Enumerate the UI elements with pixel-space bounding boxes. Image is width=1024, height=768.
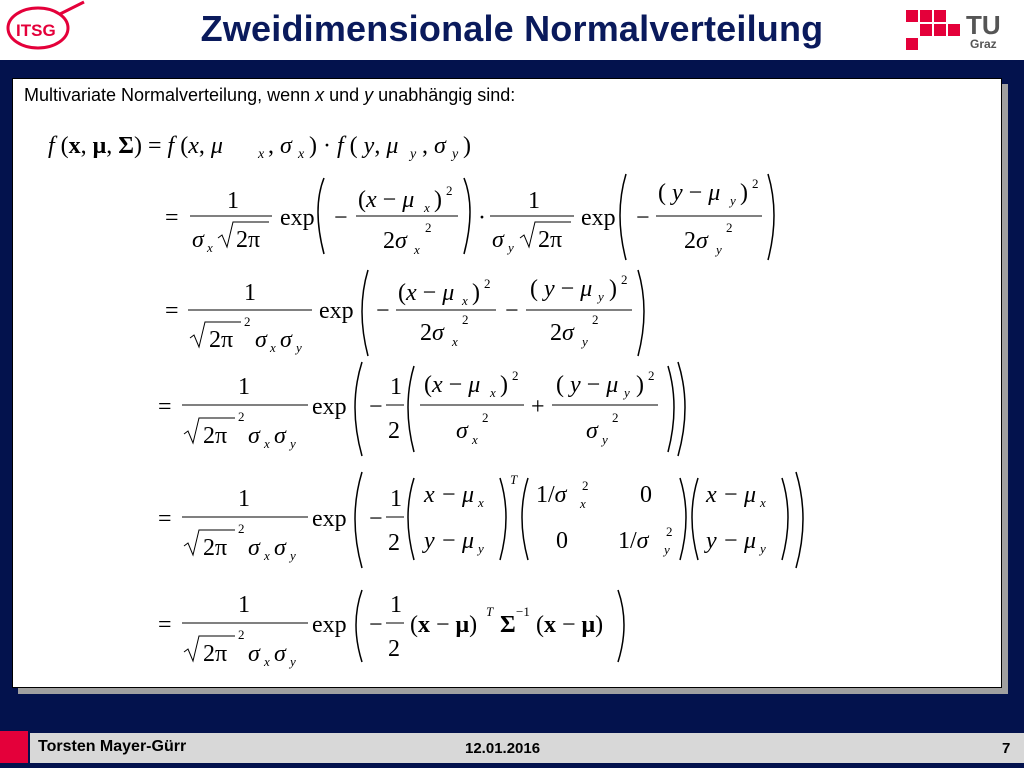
svg-text:2σ: 2σ [684,228,708,254]
svg-text:2σ: 2σ [383,228,407,254]
svg-text:2π: 2π [203,641,228,667]
svg-text:σ: σ [274,535,286,561]
svg-text:y: y [716,242,722,257]
svg-text:x: x [580,496,586,511]
svg-text:): ) [434,187,442,213]
svg-text:σ: σ [248,641,260,667]
svg-text:σ: σ [274,423,286,449]
svg-text:y: y [760,541,766,556]
svg-text:x: x [490,385,496,400]
svg-text:y: y [598,289,604,304]
svg-text:): ) [463,133,471,159]
svg-text:1: 1 [238,486,250,512]
svg-text:x: x [452,334,458,349]
svg-text:−: − [505,298,519,324]
svg-text:2: 2 [238,409,245,424]
svg-text:y: y [290,654,296,669]
tu-logo-text: TU [966,10,1001,40]
svg-text:2π: 2π [236,227,261,253]
svg-text:, σ: , σ [422,133,446,159]
formula-line-4 [158,472,803,568]
svg-text:): ) [472,280,480,306]
svg-text:Σ: Σ [500,612,516,638]
svg-text:0: 0 [556,528,568,554]
page-number: 7 [1002,740,1011,757]
svg-text:) · f ( y, μ: ) · f ( y, μ [309,133,399,159]
svg-text:( y − μ: ( y − μ [556,372,619,398]
svg-text:μ: μ [462,482,475,508]
svg-text:=: = [158,506,172,532]
svg-text:y: y [290,436,296,451]
svg-text:−: − [334,205,348,231]
svg-text:·: · [478,205,486,231]
svg-text:−: − [369,612,383,638]
svg-text:x: x [264,436,270,451]
svg-text:x: x [462,293,468,308]
svg-text:−: − [442,482,456,508]
svg-text:σ: σ [255,327,267,353]
svg-text:y: y [602,432,608,447]
svg-text:2π: 2π [203,423,228,449]
svg-text:): ) [500,372,508,398]
svg-text:2: 2 [388,530,400,556]
itsg-logo-text: ITSG [16,21,56,40]
svg-text:x: x [264,548,270,563]
svg-text:y: y [296,340,302,355]
svg-text:−: − [376,298,390,324]
svg-text:2: 2 [482,410,489,425]
svg-text:−: − [636,205,650,231]
page-title: Zweidimensionale Normalverteilung [200,8,824,49]
svg-text:2: 2 [244,314,251,329]
svg-text:(x − μ: (x − μ [424,372,481,398]
svg-text:x: x [424,200,430,215]
svg-text:−: − [442,528,456,554]
formula-line-2 [165,270,644,356]
svg-text:μ: μ [462,528,475,554]
svg-text:y: y [730,193,736,208]
svg-text:σ: σ [274,641,286,667]
svg-text:2: 2 [512,368,519,383]
svg-text:2: 2 [621,272,628,287]
intro-suffix: unabhängig sind: [373,85,516,105]
svg-text:(x − μ): (x − μ) [536,612,604,638]
svg-text:1: 1 [390,374,402,400]
svg-text:=: = [165,298,179,324]
svg-text:2π: 2π [209,327,234,353]
svg-text:exp: exp [581,205,616,231]
svg-text:x: x [298,147,305,162]
svg-text:2: 2 [462,312,469,327]
svg-text:σ: σ [492,227,504,253]
footer-date: 12.01.2016 [465,740,541,757]
svg-text:1/σ: 1/σ [618,528,649,554]
svg-text:2: 2 [238,627,245,642]
svg-text:exp: exp [319,298,354,324]
svg-text:1: 1 [238,592,250,618]
svg-text:2: 2 [648,368,655,383]
svg-text:−: − [369,394,383,420]
svg-text:( y − μ: ( y − μ [658,180,721,206]
svg-text:=: = [165,205,179,231]
intro-var-x: x [315,85,325,105]
svg-text:1: 1 [238,374,250,400]
svg-text:σ: σ [456,418,468,444]
svg-text:y: y [452,147,459,162]
svg-text:2: 2 [446,183,453,198]
svg-text:y: y [624,385,630,400]
svg-text:y: y [290,548,296,563]
formula-line-5 [158,590,624,669]
intro-var-y: y [364,85,374,105]
svg-text:2σ: 2σ [550,320,574,346]
svg-text:y: y [664,542,670,557]
svg-text:=: = [158,612,172,638]
svg-text:T: T [510,472,518,487]
svg-text:T: T [486,604,494,619]
svg-text:σ: σ [192,227,204,253]
svg-text:+: + [531,394,545,420]
svg-text:x: x [706,482,717,508]
svg-text:exp: exp [312,394,347,420]
svg-text:2: 2 [388,418,400,444]
svg-text:2: 2 [666,524,673,539]
footer-author: Torsten Mayer-Gürr [38,738,187,755]
svg-text:): ) [636,372,644,398]
svg-text:σ: σ [280,327,292,353]
svg-text:1: 1 [390,486,402,512]
svg-text:2: 2 [726,220,733,235]
svg-text:x: x [264,654,270,669]
svg-text:2: 2 [612,410,619,425]
svg-text:exp: exp [280,205,315,231]
svg-text:−: − [369,506,383,532]
svg-text:x: x [258,147,265,162]
svg-text:y: y [582,334,588,349]
svg-text:σ: σ [248,535,260,561]
svg-text:−: − [724,482,738,508]
svg-text:2: 2 [592,312,599,327]
svg-text:2π: 2π [203,535,228,561]
svg-text:μ: μ [744,528,757,554]
svg-text:exp: exp [312,612,347,638]
svg-text:(x − μ: (x − μ [358,187,415,213]
svg-text:2σ: 2σ [420,320,444,346]
svg-text:1/σ: 1/σ [536,482,567,508]
svg-text:f (x, μ, Σ) = f (x, μ: f (x, μ, Σ) = f (x, μ [48,133,223,159]
svg-text:−1: −1 [516,604,530,619]
svg-text:−: − [724,528,738,554]
formula-line-3 [158,362,685,456]
svg-text:2: 2 [425,220,432,235]
svg-text:( y − μ: ( y − μ [530,276,593,302]
svg-text:(x − μ: (x − μ [398,280,455,306]
graz-logo-text: Graz [970,37,997,51]
svg-text:x: x [472,432,478,447]
svg-text:): ) [609,276,617,302]
svg-text:x: x [424,482,435,508]
intro-prefix: Multivariate Normalverteilung, wenn [24,85,316,105]
svg-text:1: 1 [528,188,540,214]
svg-text:(x − μ): (x − μ) [410,612,478,638]
svg-text:0: 0 [640,482,652,508]
svg-text:, σ: , σ [268,133,292,159]
svg-text:y: y [410,147,417,162]
svg-text:y: y [508,240,514,255]
svg-text:=: = [158,394,172,420]
svg-text:x: x [270,340,276,355]
svg-text:y: y [478,541,484,556]
svg-text:2: 2 [238,521,245,536]
footer-accent [0,731,28,763]
svg-text:μ: μ [744,482,757,508]
svg-text:x: x [478,495,484,510]
formula-line-0 [48,133,471,162]
svg-text:σ: σ [248,423,260,449]
svg-text:2: 2 [752,176,759,191]
svg-text:1: 1 [244,280,256,306]
svg-text:1: 1 [227,188,239,214]
svg-text:2: 2 [388,636,400,662]
intro-mid: und [324,85,365,105]
svg-text:x: x [760,495,766,510]
svg-text:): ) [740,180,748,206]
svg-text:2: 2 [582,478,589,493]
svg-text:1: 1 [390,592,402,618]
svg-text:y: y [706,528,717,554]
svg-text:x: x [414,242,420,257]
svg-text:2π: 2π [538,227,563,253]
svg-text:y: y [424,528,435,554]
svg-text:x: x [207,240,213,255]
svg-text:exp: exp [312,506,347,532]
svg-text:2: 2 [484,276,491,291]
formula-line-1 [165,174,774,260]
svg-text:σ: σ [586,418,598,444]
